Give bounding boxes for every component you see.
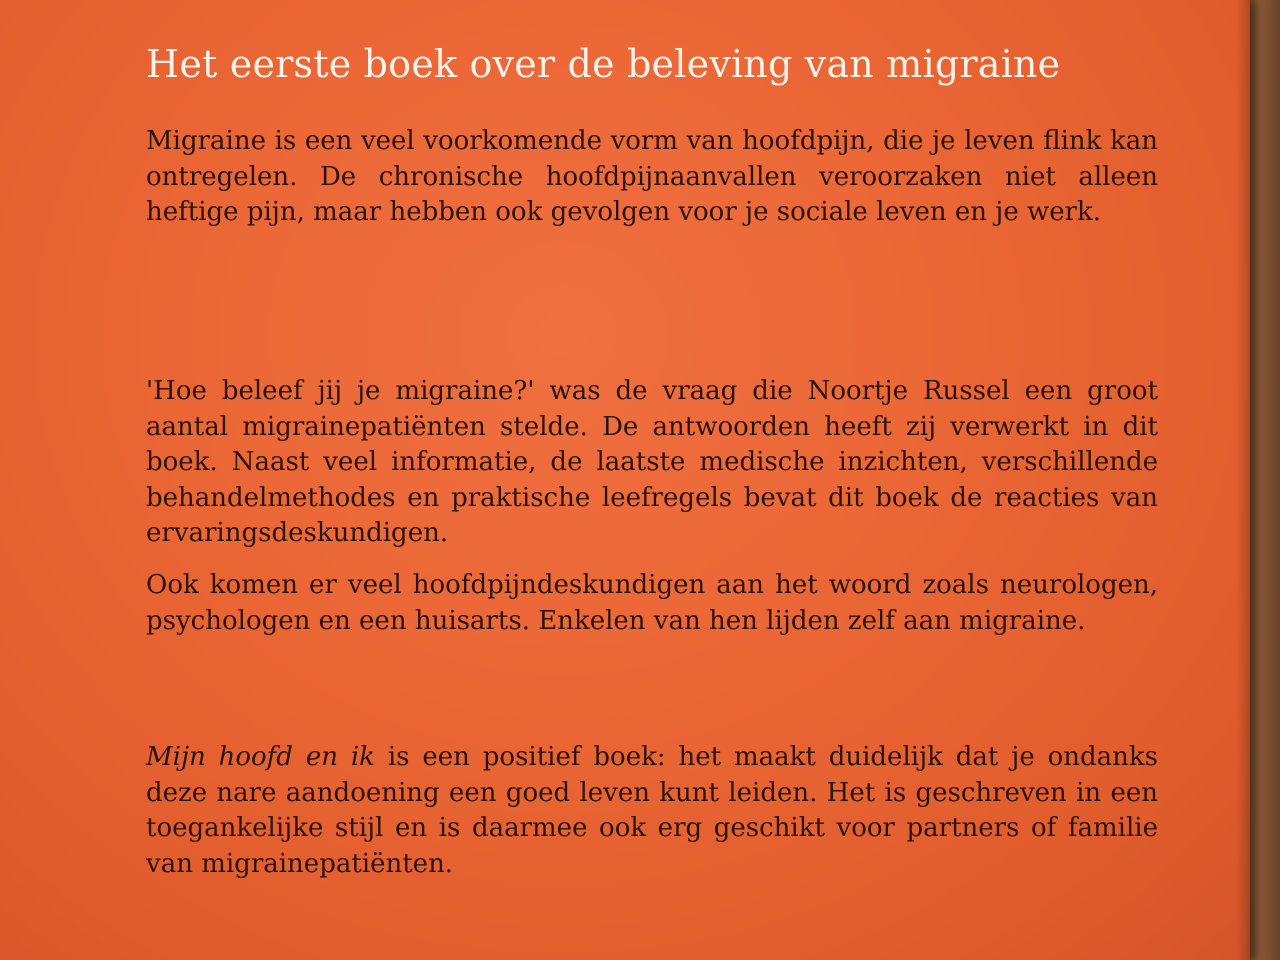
blurb-paragraph-2: 'Hoe beleef jij je migraine?' was de vraag die Noortje Russel een groot aantal migrainepatiënten stelde. De antwoorden heeft zij verwerkt in dit boek. Naast veel informatie, de laatste medische inzichten, verschillende behandelmethodes en praktische leefregels bevat dit boek de reacties van ervaringsdeskundigen. bbox=[146, 376, 1158, 548]
cover-headline: Het eerste boek over de beleving van migraine bbox=[146, 42, 1061, 86]
blurb-paragraph-4 bbox=[146, 740, 1158, 882]
book-title-italic: Mijn hoofd en ik bbox=[146, 742, 375, 772]
blurb-paragraph-4-text: is een positief boek: het maakt duidelijk dat je ondanks deze nare aandoening een goed leven kunt leiden. Het is geschreven in een toegankelijke stijl en is daarmee ook erg geschikt voor partners of familie van migrainepatiënten. bbox=[146, 742, 1158, 879]
blurb-paragraph-1: Migraine is een veel voorkomende vorm van hoofdpijn, die je leven flink kan ontregelen. De chronische hoofdpijnaanvallen veroorzaken niet alleen heftige pijn, maar hebben ook gevolgen voor je sociale leven en je werk. bbox=[146, 126, 1158, 227]
cover-edge-shadow bbox=[1236, 0, 1250, 960]
blurb-paragraph-3: Ook komen er veel hoofdpijndeskundigen aan het woord zoals neurologen, psychologen en een huisarts. Enkelen van hen lijden zelf aan migraine. bbox=[146, 570, 1158, 636]
